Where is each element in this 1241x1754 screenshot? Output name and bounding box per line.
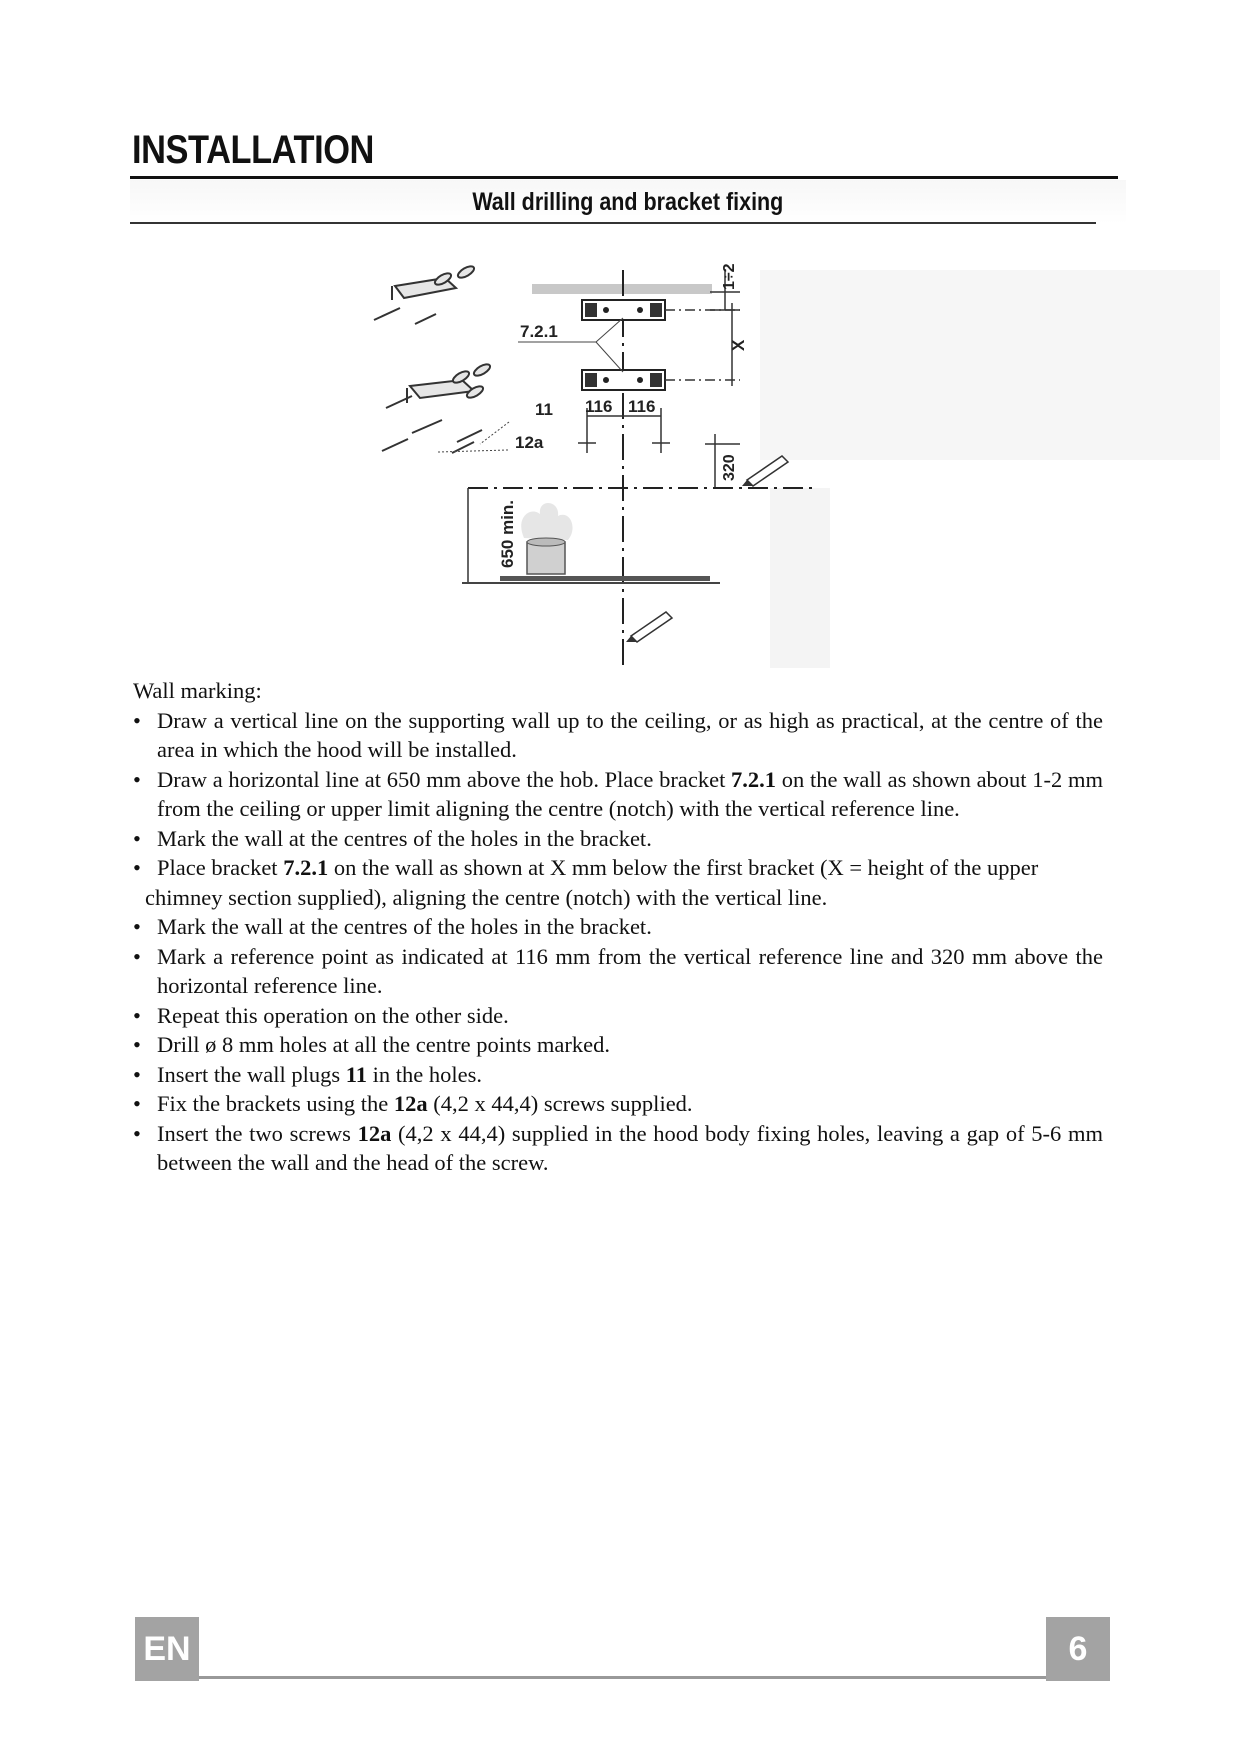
part-number: 12a	[357, 1120, 392, 1146]
screw-icon	[374, 308, 400, 320]
section-subtitle-text: Wall drilling and bracket fixing	[472, 188, 784, 216]
wall-panel	[760, 270, 1220, 460]
wall-plug-icon	[472, 362, 492, 378]
part-number: 7.2.1	[283, 855, 329, 880]
list-item-text: Insert the two screws	[157, 1120, 358, 1146]
bracket-shape-lower	[410, 380, 474, 398]
leader-line	[596, 318, 623, 342]
language-badge: EN	[135, 1617, 199, 1681]
list-item-text: Draw a vertical line on the supporting wall up to the ceiling, or as high as practical, at the centre of the area in which the hood will be installed.	[157, 707, 1103, 762]
steam-icon	[521, 503, 572, 540]
list-item	[133, 1060, 1103, 1090]
list-item-text: Fix the brackets using the	[157, 1091, 394, 1116]
pencil-body	[747, 456, 788, 486]
label-x: X	[729, 339, 748, 351]
list-item	[133, 1001, 1103, 1031]
footer-rule	[135, 1676, 1105, 1679]
part-number: 11	[345, 1061, 367, 1087]
list-continuation: chimney section supplied), aligning the centre (notch) with the vertical line.	[145, 884, 828, 910]
bracket-lower-end	[585, 373, 597, 387]
list-item-text: Mark the wall at the centres of the holes in the bracket.	[157, 914, 652, 939]
list-item-text: (4,2 x 44,4) supplied in the hood body fixing holes, leaving a gap of 5-6 mm between the wall and the head of the screw.	[157, 1120, 1103, 1175]
page-title: INSTALLATION	[132, 128, 374, 172]
title-rule	[130, 176, 1118, 179]
label-650-min: 650 min.	[498, 499, 517, 568]
pot-rim	[527, 538, 565, 546]
list-item-text: Mark a reference point as indicated at 116 mm from the vertical reference line and 320 mm above the horizontal reference line.	[157, 943, 1103, 998]
leader-line	[480, 422, 509, 444]
instruction-list-a	[133, 706, 1103, 883]
list-item-text: Place bracket	[157, 855, 284, 880]
label-320: 320	[721, 454, 738, 481]
list-item	[133, 1089, 1103, 1119]
screw-icon	[457, 430, 482, 442]
list-item	[133, 942, 1103, 1001]
section-subtitle	[130, 188, 1126, 217]
bracket-hole	[603, 307, 609, 313]
list-item-text: Drill ø 8 mm holes at all the centre points marked.	[157, 1032, 611, 1057]
list-item	[133, 765, 1103, 824]
bracket-top-end	[650, 303, 662, 317]
label-plugs: 11	[535, 400, 553, 419]
list-item	[133, 853, 1103, 883]
pencil-icon	[626, 612, 672, 642]
list-item-text: Draw a horizontal line at 650 mm above the hob. Place bracket	[157, 766, 732, 792]
label-screws: 12a	[515, 433, 544, 452]
screw-icon	[382, 439, 408, 451]
list-item	[133, 912, 1103, 942]
wall-bracket-lower	[582, 370, 665, 390]
pot-icon	[527, 542, 565, 574]
wall-bracket-top	[582, 300, 665, 320]
label-bracket: 7.2.1	[520, 322, 558, 341]
worktop-line	[462, 582, 720, 584]
screw-icon	[386, 396, 412, 408]
instructions-intro: Wall marking:	[133, 678, 262, 703]
list-item-text: Insert the wall plugs	[157, 1061, 346, 1087]
exploded-bracket-lower	[382, 362, 492, 453]
bracket-lower-end	[650, 373, 662, 387]
wall-plug-icon	[456, 264, 476, 280]
list-item	[133, 1119, 1103, 1178]
subtitle-rule	[130, 222, 1096, 224]
screw-icon	[412, 420, 442, 433]
label-gap: 1÷2	[721, 263, 738, 290]
installation-diagram	[370, 248, 1220, 678]
bracket-hole	[637, 377, 643, 383]
list-item-text: on the wall as shown at X mm below the first bracket (X = height of the upper	[328, 855, 1039, 880]
pencil-body	[631, 612, 672, 642]
diagram-svg	[370, 248, 1220, 678]
bracket-hole	[637, 307, 643, 313]
pencil-icon	[742, 456, 788, 486]
wall-panel-lower	[770, 488, 830, 668]
list-item-text: on the wall as shown about 1-2 mm from the ceiling or upper limit aligning the centre (notch) with the vertical reference line.	[157, 766, 1103, 821]
hob-surface	[500, 576, 710, 581]
page-number: 6	[1046, 1617, 1110, 1681]
list-item-text: (4,2 x 44,4) screws supplied.	[427, 1091, 693, 1116]
leader-line	[438, 450, 508, 452]
label-offset-right: 116	[628, 397, 656, 416]
list-item	[133, 824, 1103, 854]
part-number: 12a	[393, 1091, 428, 1116]
instruction-list-b	[133, 912, 1103, 1178]
list-item-text: Mark the wall at the centres of the holes in the bracket.	[157, 825, 652, 851]
list-item	[133, 1030, 1103, 1060]
instructions	[133, 676, 1103, 1178]
part-number: 7.2.1	[731, 766, 777, 792]
list-item-text: in the holes.	[366, 1061, 482, 1087]
leader-line	[596, 342, 623, 372]
list-item	[133, 706, 1103, 765]
screw-icon	[415, 314, 436, 324]
exploded-bracket-upper	[374, 264, 476, 324]
bracket-top-end	[585, 303, 597, 317]
label-offset-left: 116	[585, 397, 613, 416]
list-item-text: Repeat this operation on the other side.	[157, 1002, 509, 1028]
bracket-hole	[603, 377, 609, 383]
